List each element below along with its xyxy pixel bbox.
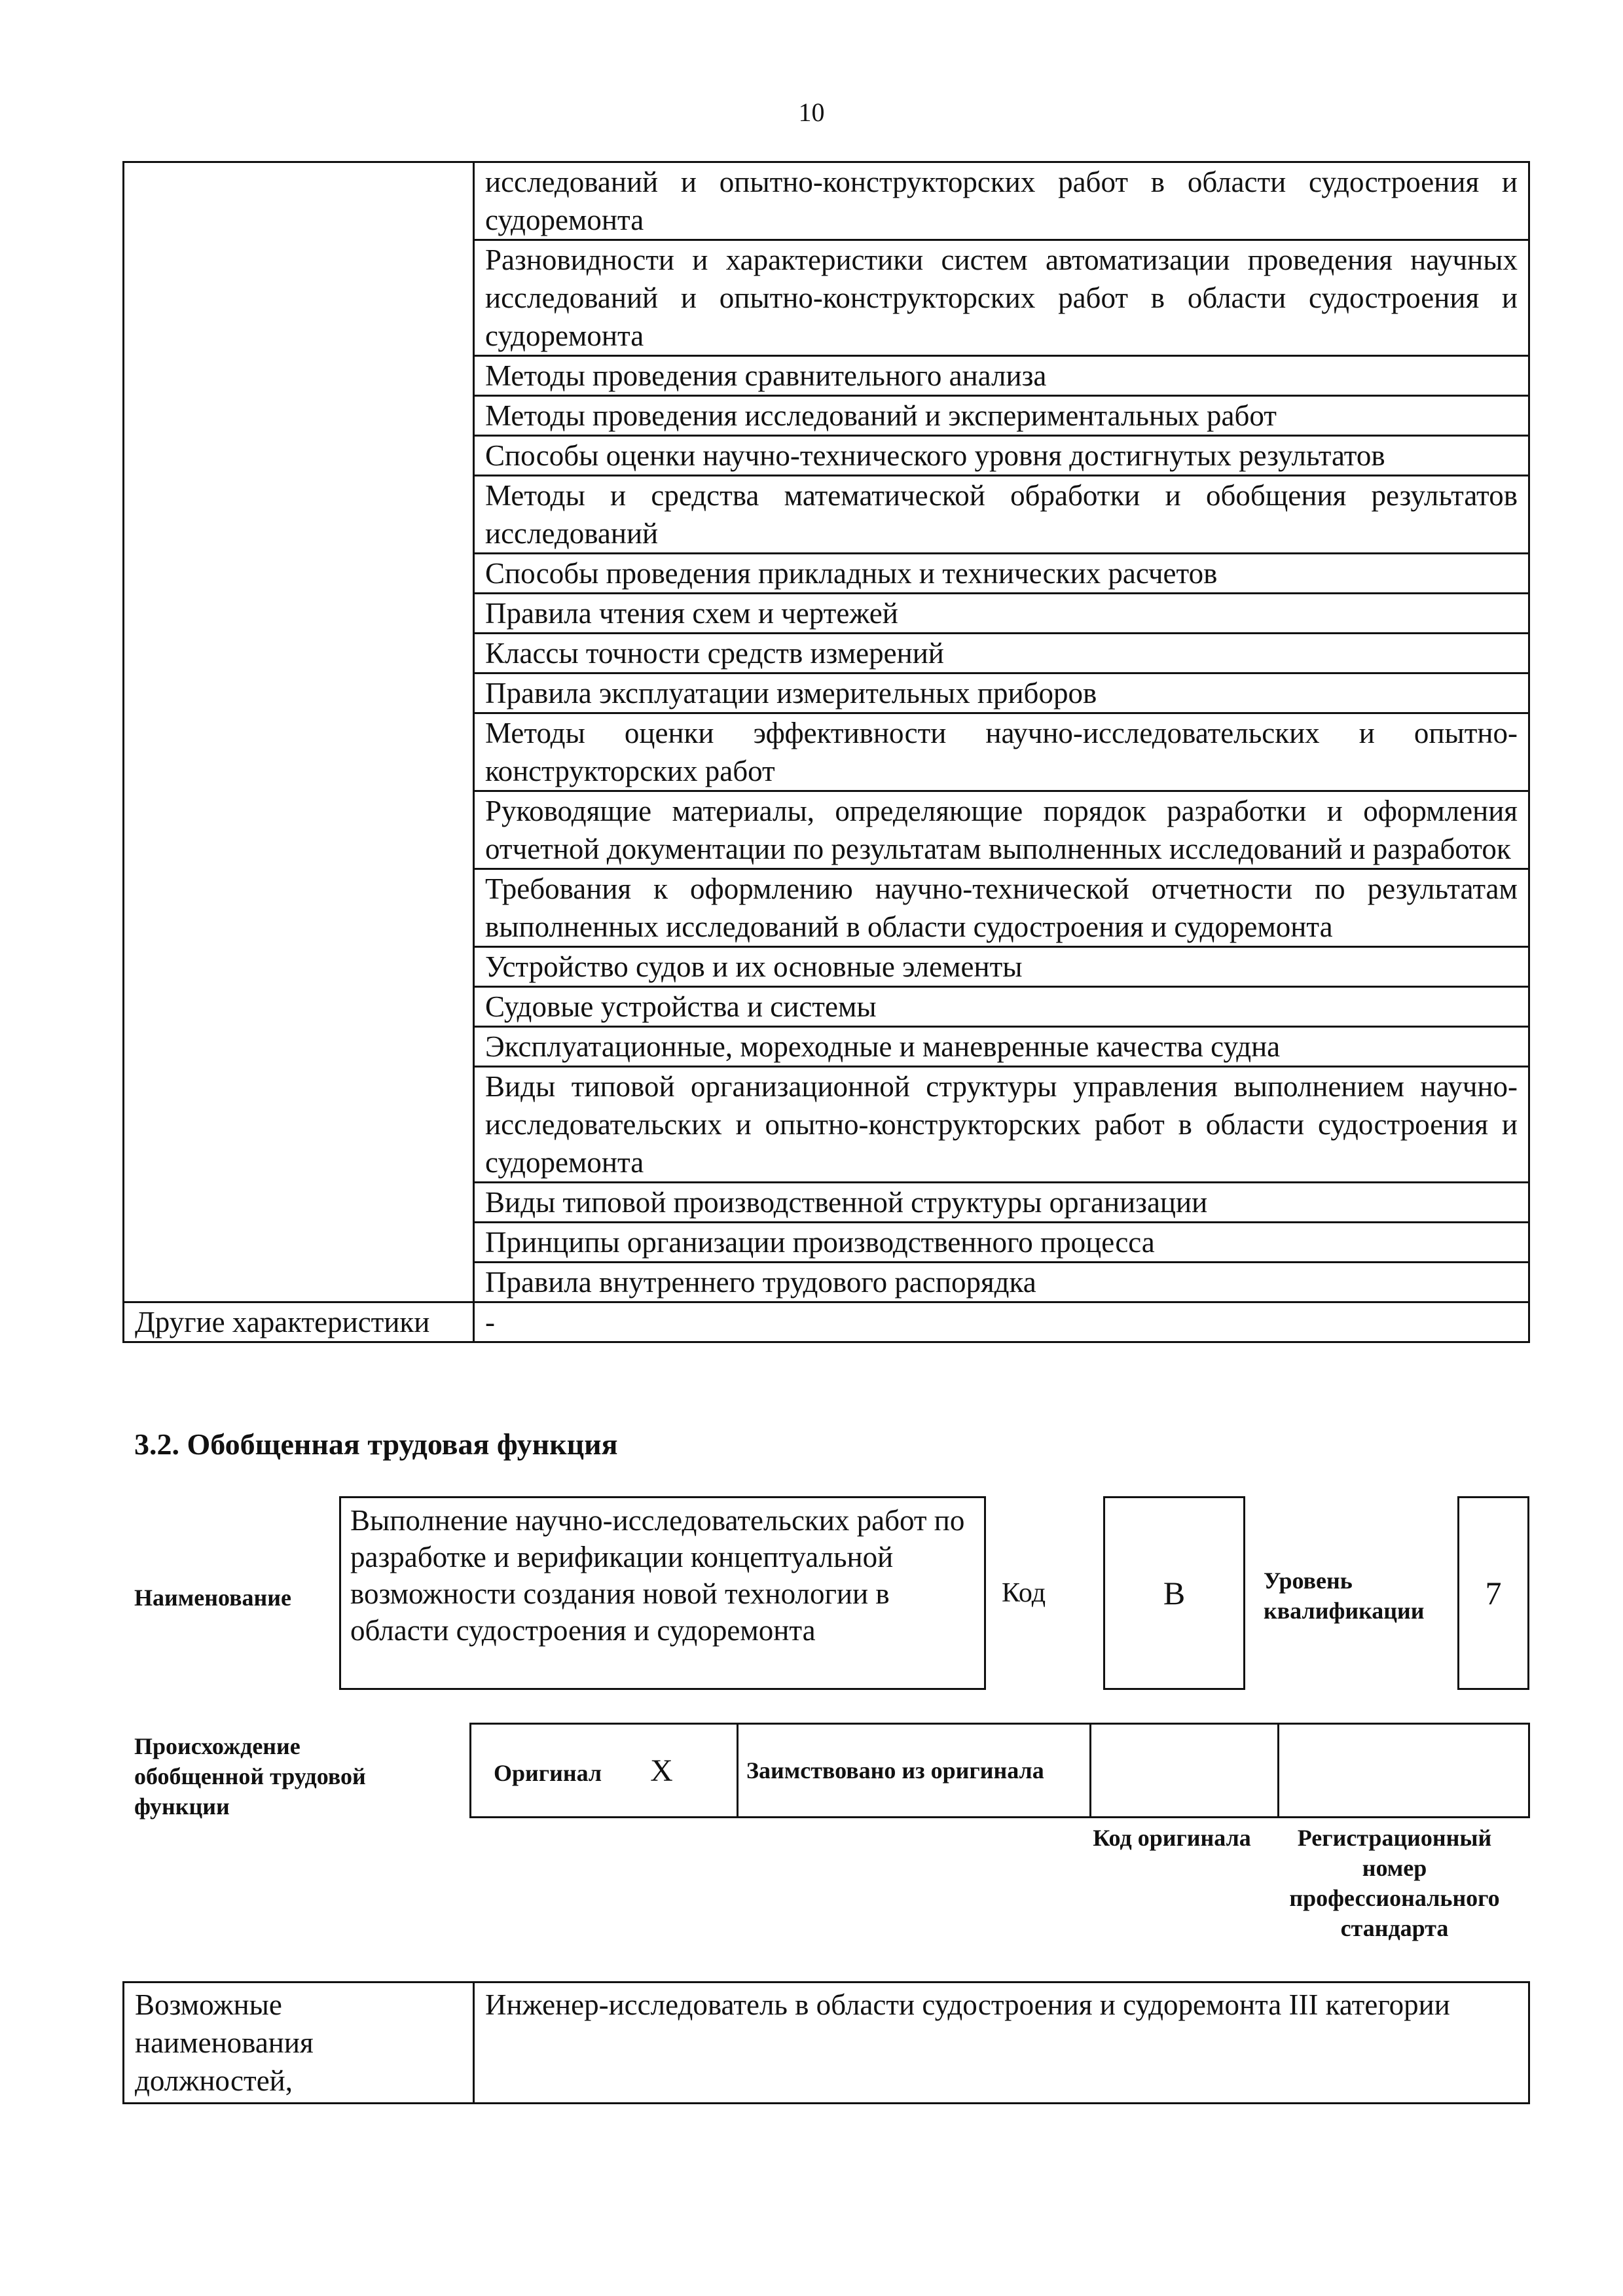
knowledge-item: Правила внутреннего трудового распорядка — [474, 1263, 1529, 1302]
borrowed-label: Заимствовано из оригинала — [746, 1757, 1044, 1784]
knowledge-item: Виды типовой организационной структуры управления выполнением научно-исследовательских и опытно-конструкторских работ в области судостроения и судоремонта — [474, 1067, 1529, 1183]
table-row — [124, 1302, 1529, 1342]
function-name-value: Выполнение научно-исследовательских работ по разработке и верификации концептуальной возможности создания новой технологии в области судостроения и судоремонта — [350, 1504, 965, 1647]
knowledge-item: Требования к оформлению научно-технической отчетности по результатам выполненных исследований в области судостроения и судоремонта — [474, 869, 1529, 947]
knowledge-item: Устройство судов и их основные элементы — [474, 947, 1529, 987]
code-value: B — [1163, 1575, 1186, 1611]
section-title: 3.2. Обобщенная трудовая функция — [134, 1427, 618, 1461]
origin-label: Происхождение обобщенной трудовой функции — [134, 1733, 366, 1820]
other-characteristics-value: - — [474, 1302, 1529, 1342]
code-label: Код — [1002, 1578, 1046, 1608]
original-code-cell — [1091, 1724, 1279, 1818]
knowledge-item: Способы оценки научно-технического уровня достигнутых результатов — [474, 436, 1529, 476]
knowledge-item: Правила чтения схем и чертежей — [474, 594, 1529, 634]
code-caption: Код оригинала — [1093, 1825, 1251, 1851]
knowledge-item: Методы проведения исследований и экспериментальных работ — [474, 396, 1529, 436]
knowledge-item: Классы точности средств измерений — [474, 634, 1529, 673]
knowledge-item: Виды типовой производственной структуры организации — [474, 1183, 1529, 1223]
page-number: 10 — [798, 98, 825, 127]
knowledge-item: Руководящие материалы, определяющие порядок разработки и оформления отчетной документации по результатам выполненных исследований и разработок — [474, 791, 1529, 869]
code-box — [1103, 1496, 1245, 1690]
reg-caption: Регистрационный номер профессионального стандарта — [1289, 1825, 1500, 1941]
knowledge-item: Правила эксплуатации измерительных приборов — [474, 673, 1529, 713]
knowledge-item: Методы и средства математической обработки и обобщения результатов исследований — [474, 476, 1529, 554]
borrowed-cell — [738, 1724, 1091, 1818]
positions-label: Возможные наименования должностей, — [124, 1982, 474, 2104]
knowledge-item: Принципы организации производственного процесса — [474, 1223, 1529, 1263]
level-value: 7 — [1485, 1575, 1502, 1611]
level-label: Уровень квалификации — [1264, 1568, 1425, 1624]
original-mark: X — [650, 1753, 673, 1788]
name-label: Наименование — [134, 1585, 291, 1611]
knowledge-item: Разновидности и характеристики систем автоматизации проведения научных исследований и опытно-конструкторских работ в области судостроения и судоремонта — [474, 240, 1529, 356]
positions-table — [122, 1981, 1530, 2104]
original-label: Оригинал — [494, 1759, 602, 1786]
registration-number-cell — [1279, 1724, 1529, 1818]
knowledge-label-cell — [124, 162, 474, 1302]
knowledge-item: Способы проведения прикладных и технических расчетов — [474, 554, 1529, 594]
positions-value: Инженер-исследователь в области судостроения и судоремонта III категории — [474, 1982, 1529, 2104]
origin-table — [469, 1723, 1530, 1818]
knowledge-item: Эксплуатационные, мореходные и маневренные качества судна — [474, 1027, 1529, 1067]
original-cell — [471, 1724, 738, 1818]
level-box — [1457, 1496, 1529, 1690]
knowledge-table — [122, 161, 1530, 1343]
knowledge-item: Методы оценки эффективности научно-исследовательских и опытно-конструкторских работ — [474, 713, 1529, 791]
function-name-box — [339, 1496, 986, 1690]
knowledge-item: Методы проведения сравнительного анализа — [474, 356, 1529, 396]
other-characteristics-label: Другие характеристики — [124, 1302, 474, 1342]
table-row — [124, 162, 1529, 240]
knowledge-item: Судовые устройства и системы — [474, 987, 1529, 1027]
knowledge-item: исследований и опытно-конструкторских работ в области судостроения и судоремонта — [474, 162, 1529, 240]
